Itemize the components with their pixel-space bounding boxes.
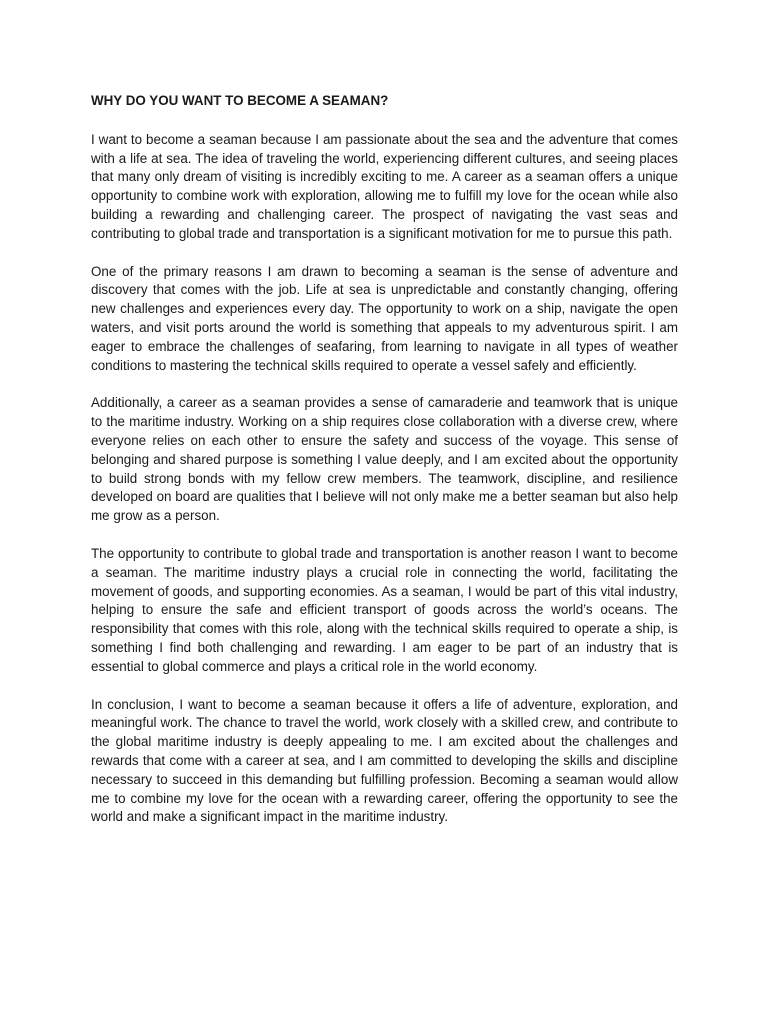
paragraph-5: In conclusion, I want to become a seaman because it offers a life of adventure, exploration, and meaningful work. The chance to travel the world, work closely with a skilled crew, and contribute to the global maritime industry is deeply appealing to me. I am excited about the challenges and rewards that come with a career at sea, and I am committed to developing the skills and discipline necessary to succeed in this demanding but fulfilling profession. Becoming a seaman would allow me to combine my love for the ocean with a rewarding career, offering the opportunity to see the world and make a significant impact in the maritime industry. xyxy=(91,696,678,825)
document-title: WHY DO YOU WANT TO BECOME A SEAMAN? xyxy=(91,93,389,108)
document-body xyxy=(91,92,678,846)
paragraph-4: The opportunity to contribute to global trade and transportation is another reason I want to become a seaman. The maritime industry plays a crucial role in connecting the world, facilitating the movement of goods, and supporting economies. As a seaman, I would be part of this vital industry, helping to ensure the safe and efficient transport of goods across the world’s oceans. The responsibility that comes with this role, along with the technical skills required to operate a ship, is something I find both challenging and rewarding. I am eager to be part of an industry that is essential to global commerce and plays a critical role in the world economy. xyxy=(91,545,678,674)
paragraph-1: I want to become a seaman because I am passionate about the sea and the adventure that comes with a life at sea. The idea of traveling the world, experiencing different cultures, and seeing places that many only dream of visiting is incredibly exciting to me. A career as a seaman offers a unique opportunity to combine work with exploration, allowing me to fulfill my love for the ocean while also building a rewarding and challenging career. The prospect of navigating the vast seas and contributing to global trade and transportation is a significant motivation for me to pursue this path. xyxy=(91,131,678,241)
paragraph-2: One of the primary reasons I am drawn to becoming a seaman is the sense of adventure and discovery that comes with the job. Life at sea is unpredictable and constantly changing, offering new challenges and experiences every day. The opportunity to work on a ship, navigate the open waters, and visit ports around the world is something that appeals to my adventurous spirit. I am eager to embrace the challenges of seafaring, from learning to navigate in all types of weather conditions to mastering the technical skills required to operate a vessel safely and efficiently. xyxy=(91,263,678,373)
paragraph-3: Additionally, a career as a seaman provides a sense of camaraderie and teamwork that is unique to the maritime industry. Working on a ship requires close collaboration with a diverse crew, where everyone relies on each other to ensure the safety and success of the voyage. This sense of belonging and shared purpose is something I value deeply, and I am excited about the opportunity to build strong bonds with my fellow crew members. The teamwork, discipline, and resilience developed on board are qualities that I believe will not only make me a better seaman but also help me grow as a person. xyxy=(91,395,678,524)
